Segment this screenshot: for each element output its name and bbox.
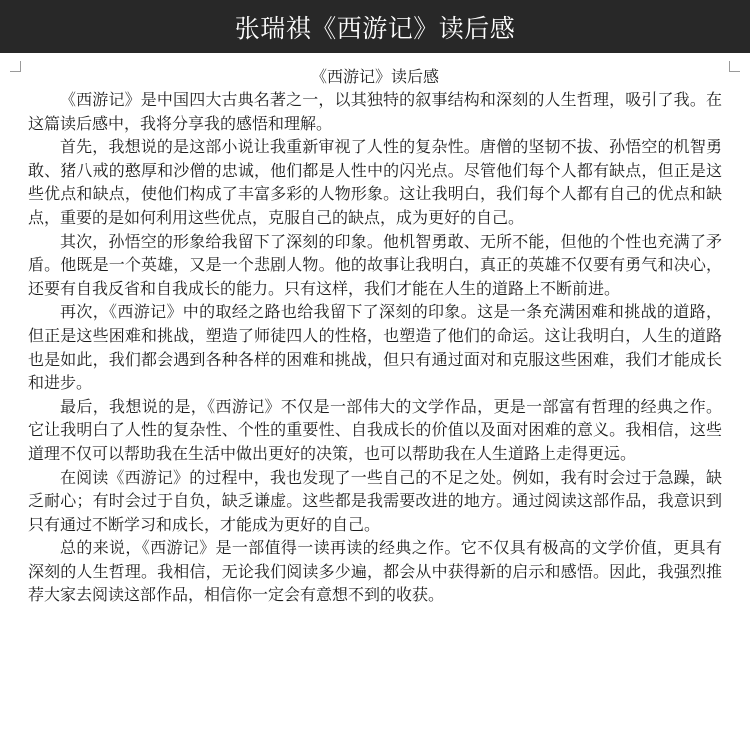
paragraph-conclusion: 总的来说，《西游记》是一部值得一读再读的经典之作。它不仅具有极高的文学价值，更具有深刻的人生哲理。我相信，无论我们阅读多少遍，都会从中获得新的启示和感悟。因此，我强烈推荐大家去阅读这部作品，相信你一定会有意想不到的收获。 [28,538,722,605]
paragraph-first: 首先，我想说的是这部小说让我重新审视了人性的复杂性。唐僧的坚韧不拔、孙悟空的机智勇敢、猪八戒的憨厚和沙僧的忠诚，他们都是人性中的闪光点。尽管他们每个人都有缺点，但正是这些优点和缺点，使他们构成了丰富多彩的人物形象。这让我明白，我们每个人都有自己的优点和缺点，重要的是如何利用这些优点，克服自己的缺点，成为更好的自己。 [28,137,722,227]
document-page [0,53,750,753]
paragraph-intro: 《西游记》是中国四大古典名著之一，以其独特的叙事结构和深刻的人生哲理，吸引了我。在这篇读后感中，我将分享我的感悟和理解。 [28,90,722,133]
paragraph-second: 其次，孙悟空的形象给我留下了深刻的印象。他机智勇敢、无所不能，但他的个性也充满了矛盾。他既是一个英雄，又是一个悲剧人物。他的故事让我明白，真正的英雄不仅要有勇气和决心，还要有自我反省和自我成长的能力。只有这样，我们才能在人生的道路上不断前进。 [28,231,722,298]
margin-corner-mark-right [729,61,740,72]
paragraph-last: 最后，我想说的是，《西游记》不仅是一部伟大的文学作品，更是一部富有哲理的经典之作。它让我明白了人性的复杂性、个性的重要性、自我成长的价值以及面对困难的意义。我相信，这些道理不仅可以帮助我在生活中做出更好的决策，也可以帮助我在人生道路上走得更远。 [28,396,722,463]
page-title: 张瑞祺《西游记》读后感 [234,13,516,43]
paragraph-reflection: 在阅读《西游记》的过程中，我也发现了一些自己的不足之处。例如，我有时会过于急躁，缺乏耐心；有时会过于自负，缺乏谦虚。这些都是我需要改进的地方。通过阅读这部作品，我意识到只有通过不断学习和成长，才能成为更好的自己。 [28,467,722,534]
margin-corner-mark-left [10,61,21,72]
title-bar [0,0,750,53]
document-heading: 《西游记》读后感 [310,67,439,86]
paragraph-third: 再次，《西游记》中的取经之路也给我留下了深刻的印象。这是一条充满困难和挑战的道路，但正是这些困难和挑战，塑造了师徒四人的性格，也塑造了他们的命运。这让我明白，人生的道路也是如此，我们都会遇到各种各样的困难和挑战，但只有通过面对和克服这些困难，我们才能成长和进步。 [28,302,722,393]
